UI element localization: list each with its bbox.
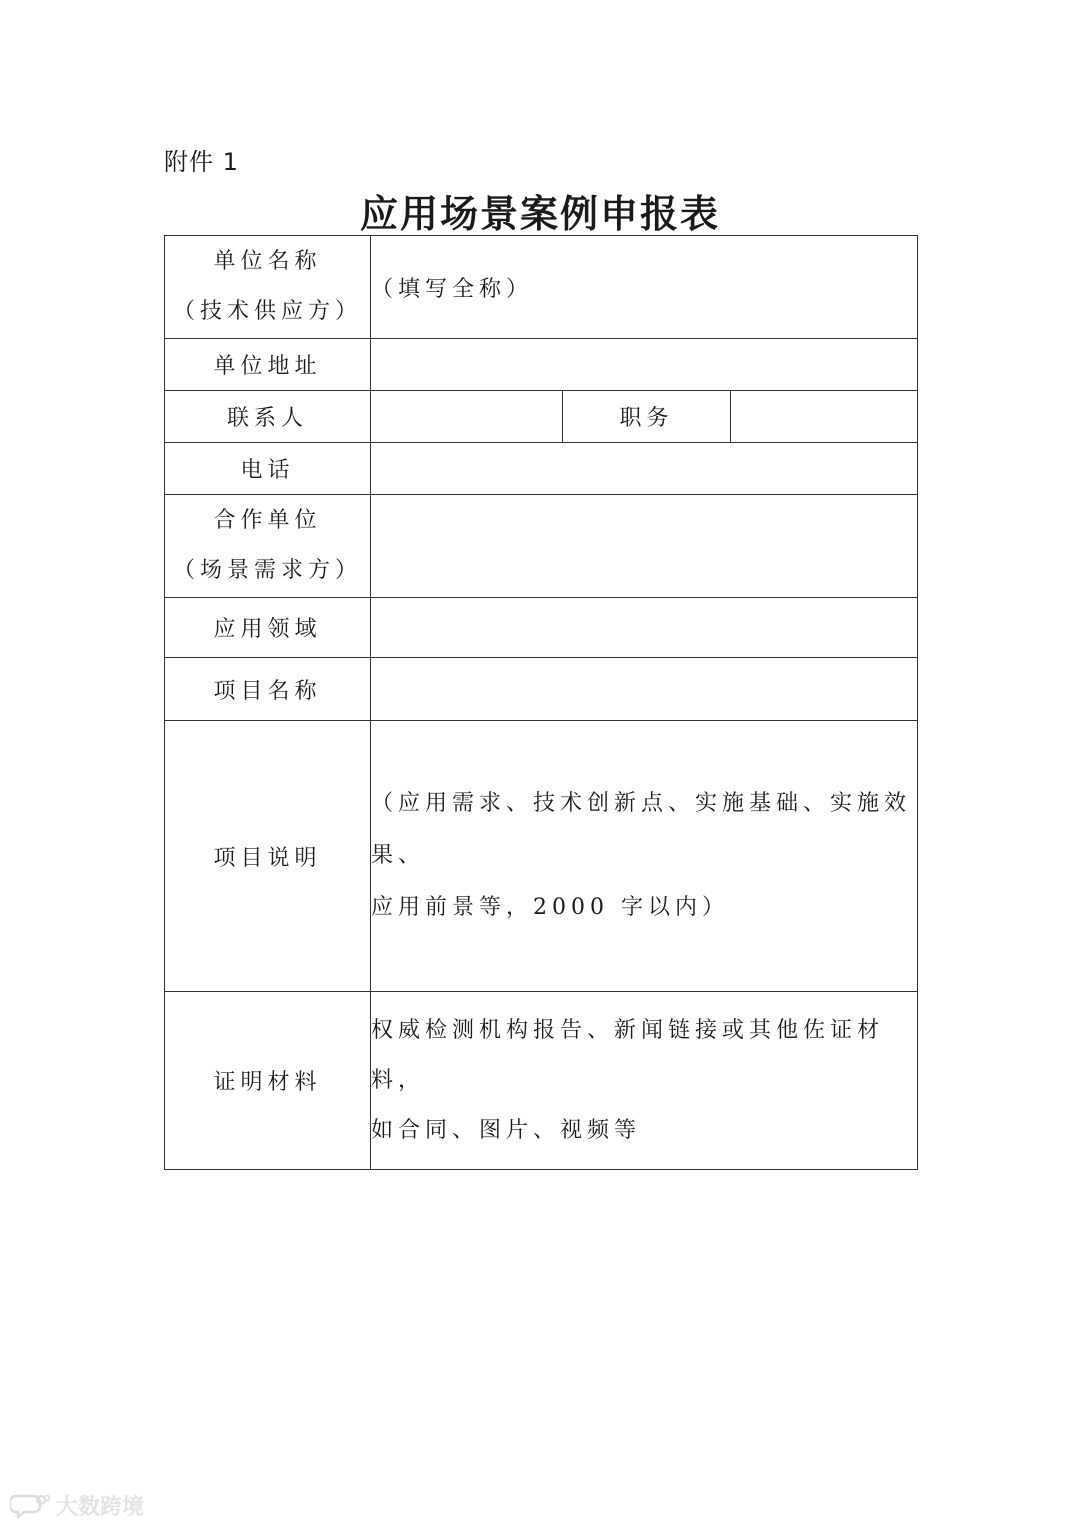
proof-field[interactable]	[371, 992, 918, 1170]
application-form-table	[164, 235, 918, 1170]
row-unit-name	[165, 236, 918, 339]
row-unit-address	[165, 339, 918, 391]
contact-label: 联系人	[165, 391, 371, 443]
unit-name-label-cell	[165, 236, 371, 339]
row-field	[165, 598, 918, 658]
unit-name-sublabel: （技术供应方）	[172, 299, 362, 324]
watermark-text: 大数跨境	[56, 1495, 145, 1520]
partner-label-cell	[165, 495, 371, 598]
row-phone	[165, 443, 918, 495]
project-desc-hint-line1: （应用需求、技术创新点、实施基础、实施效果、	[371, 791, 912, 868]
project-desc-field[interactable]	[371, 721, 918, 992]
page-title: 应用场景案例申报表	[359, 191, 720, 236]
row-contact	[165, 391, 918, 443]
contact-field[interactable]	[371, 391, 563, 443]
proof-label: 证明材料	[165, 992, 371, 1170]
project-name-label: 项目名称	[165, 658, 371, 721]
chat-bubble-logo-icon	[10, 1492, 50, 1520]
position-label: 职务	[563, 391, 731, 443]
project-name-field[interactable]	[371, 658, 918, 721]
row-proof	[165, 992, 918, 1170]
phone-label: 电话	[165, 443, 371, 495]
unit-name-hint: （填写全称）	[371, 276, 534, 302]
partner-field[interactable]	[371, 495, 918, 598]
phone-field[interactable]	[371, 443, 918, 495]
unit-address-field[interactable]	[371, 339, 918, 391]
field-label: 应用领域	[165, 598, 371, 658]
unit-name-label: 单位名称	[213, 249, 322, 274]
field-field[interactable]	[371, 598, 918, 658]
attachment-label: 附件 1	[164, 148, 239, 176]
row-partner	[165, 495, 918, 598]
position-field[interactable]	[731, 391, 918, 443]
proof-hint-line1: 权威检测机构报告、新闻链接或其他佐证材料，	[371, 1017, 885, 1093]
partner-sublabel: （场景需求方）	[172, 558, 362, 583]
row-project-name	[165, 658, 918, 721]
project-desc-hint-line2: 应用前景等，2000 字以内）	[371, 895, 729, 920]
proof-hint-line2: 如合同、图片、视频等	[371, 1117, 642, 1143]
watermark	[10, 1490, 144, 1521]
partner-label: 合作单位	[213, 508, 322, 533]
unit-address-label: 单位地址	[165, 339, 371, 391]
row-project-desc	[165, 721, 918, 992]
unit-name-field[interactable]	[371, 236, 918, 339]
project-desc-label: 项目说明	[165, 721, 371, 992]
